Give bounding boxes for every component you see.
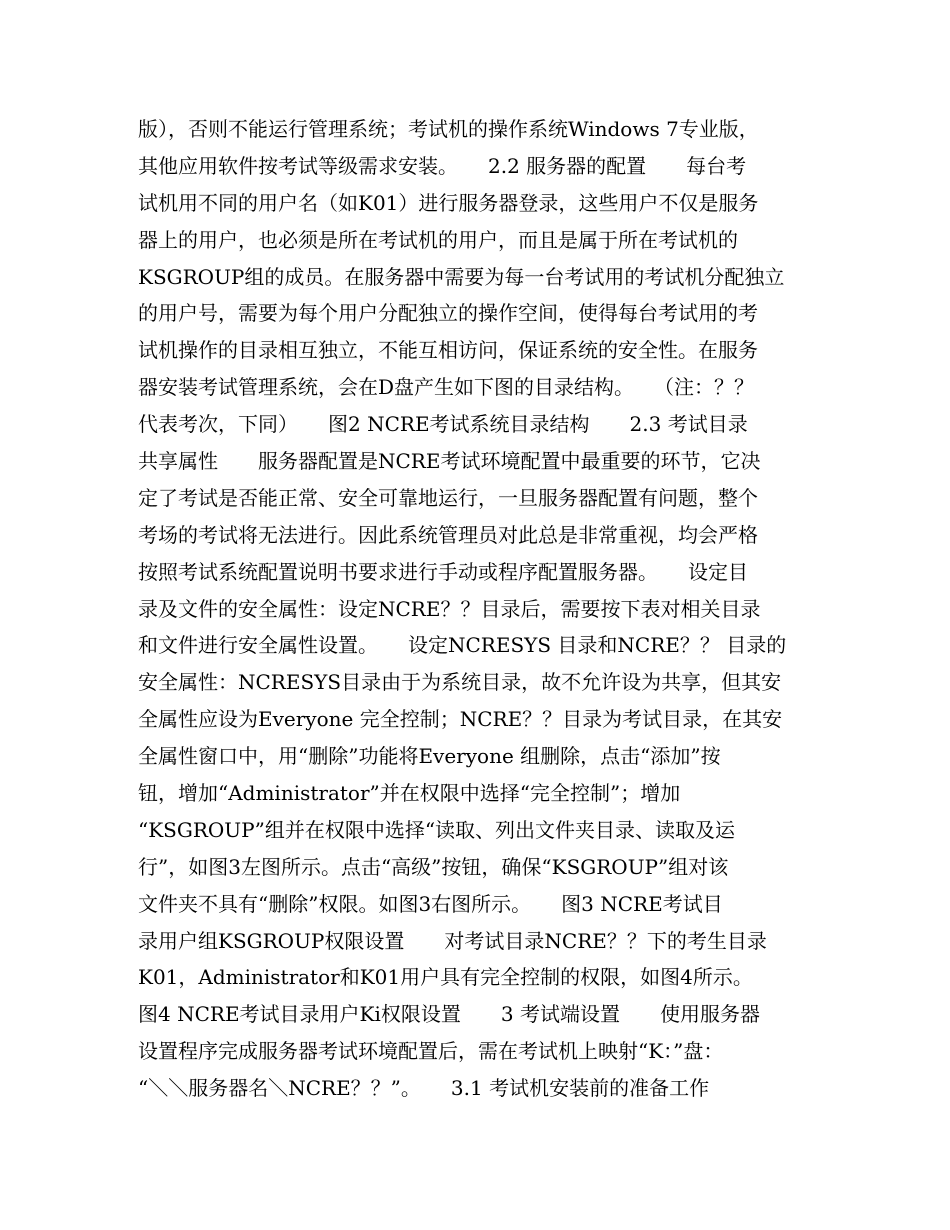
text-line: K01，Administrator和K01用户具有完全控制的权限，如图4所示。	[138, 965, 753, 990]
text-line: 的用户号，需要为每个用户分配独立的操作空间，使得每台考试用的考	[138, 301, 758, 326]
text-line: 文件夹不具有“删除”权限。如图3右图所示。 图3 NCRE考试目	[138, 891, 723, 916]
text-line: 安全属性：NCRESYS目录由于为系统目录，故不允许设为共享，但其安	[138, 670, 782, 695]
text-line: 按照考试系统配置说明书要求进行手动或程序配置服务器。 设定目	[138, 559, 748, 584]
text-line: 图4 NCRE考试目录用户Ki权限设置 3 考试端设置 使用服务器	[138, 1002, 760, 1027]
text-line: 版），否则不能运行管理系统；考试机的操作系统Windows 7专业版，	[138, 117, 759, 141]
text-line: 考场的考试将无法进行。因此系统管理员对此总是非常重视，均会严格	[138, 522, 758, 547]
text-line: 试机操作的目录相互独立，不能互相访问，保证系统的安全性。在服务	[138, 338, 758, 363]
text-line: 设置程序完成服务器考试环境配置后，需在考试机上映射“K：”盘：	[138, 1039, 724, 1064]
text-line: 行”，如图3左图所示。点击“高级”按钮，确保“KSGROUP”组对该	[138, 854, 729, 879]
text-line: 其他应用软件按考试等级需求安装。 2.2 服务器的配置 每台考	[138, 153, 747, 178]
text-line: KSGROUP组的成员。在服务器中需要为每一台考试用的考试机分配独立	[138, 264, 785, 289]
text-line: 器安装考试管理系统，会在D盘产生如下图的目录结构。 （注：？？	[138, 375, 755, 400]
text-line: “＼＼服务器名＼NCRE？？”。 3.1 考试机安装前的准备工作	[138, 1076, 710, 1101]
text-line: 全属性窗口中，用“删除”功能将Everyone 组删除，点击“添加”按	[138, 744, 721, 769]
text-line: 钮，增加“Administrator”并在权限中选择“完全控制”；增加	[138, 781, 681, 806]
text-line: 录及文件的安全属性：设定NCRE？？目录后，需要按下表对相关目录	[138, 596, 761, 621]
body-text	[138, 111, 818, 1107]
text-line: 器上的用户，也必须是所在考试机的用户，而且是属于所在考试机的	[138, 227, 738, 252]
text-line: 定了考试是否能正常、安全可靠地运行，一旦服务器配置有问题，整个	[138, 485, 758, 510]
text-line: 代表考次，下同） 图2 NCRE考试系统目录结构 2.3 考试目录	[138, 412, 748, 437]
text-line: “KSGROUP”组并在权限中选择“读取、列出文件夹目录、读取及运	[138, 817, 736, 842]
text-line: 全属性应设为Everyone 完全控制；NCRE？？目录为考试目录，在其安	[138, 707, 783, 732]
text-line: 录用户组KSGROUP权限设置 对考试目录NCRE？？下的考生目录	[138, 928, 767, 953]
text-line: 试机用不同的用户名（如K01）进行服务器登录，这些用户不仅是服务	[138, 190, 759, 215]
text-line: 和文件进行安全属性设置。 设定NCRESYS 目录和NCRE？？ 目录的	[138, 633, 787, 658]
text-line: 共享属性 服务器配置是NCRE考试环境配置中最重要的环节，它决	[138, 449, 761, 474]
